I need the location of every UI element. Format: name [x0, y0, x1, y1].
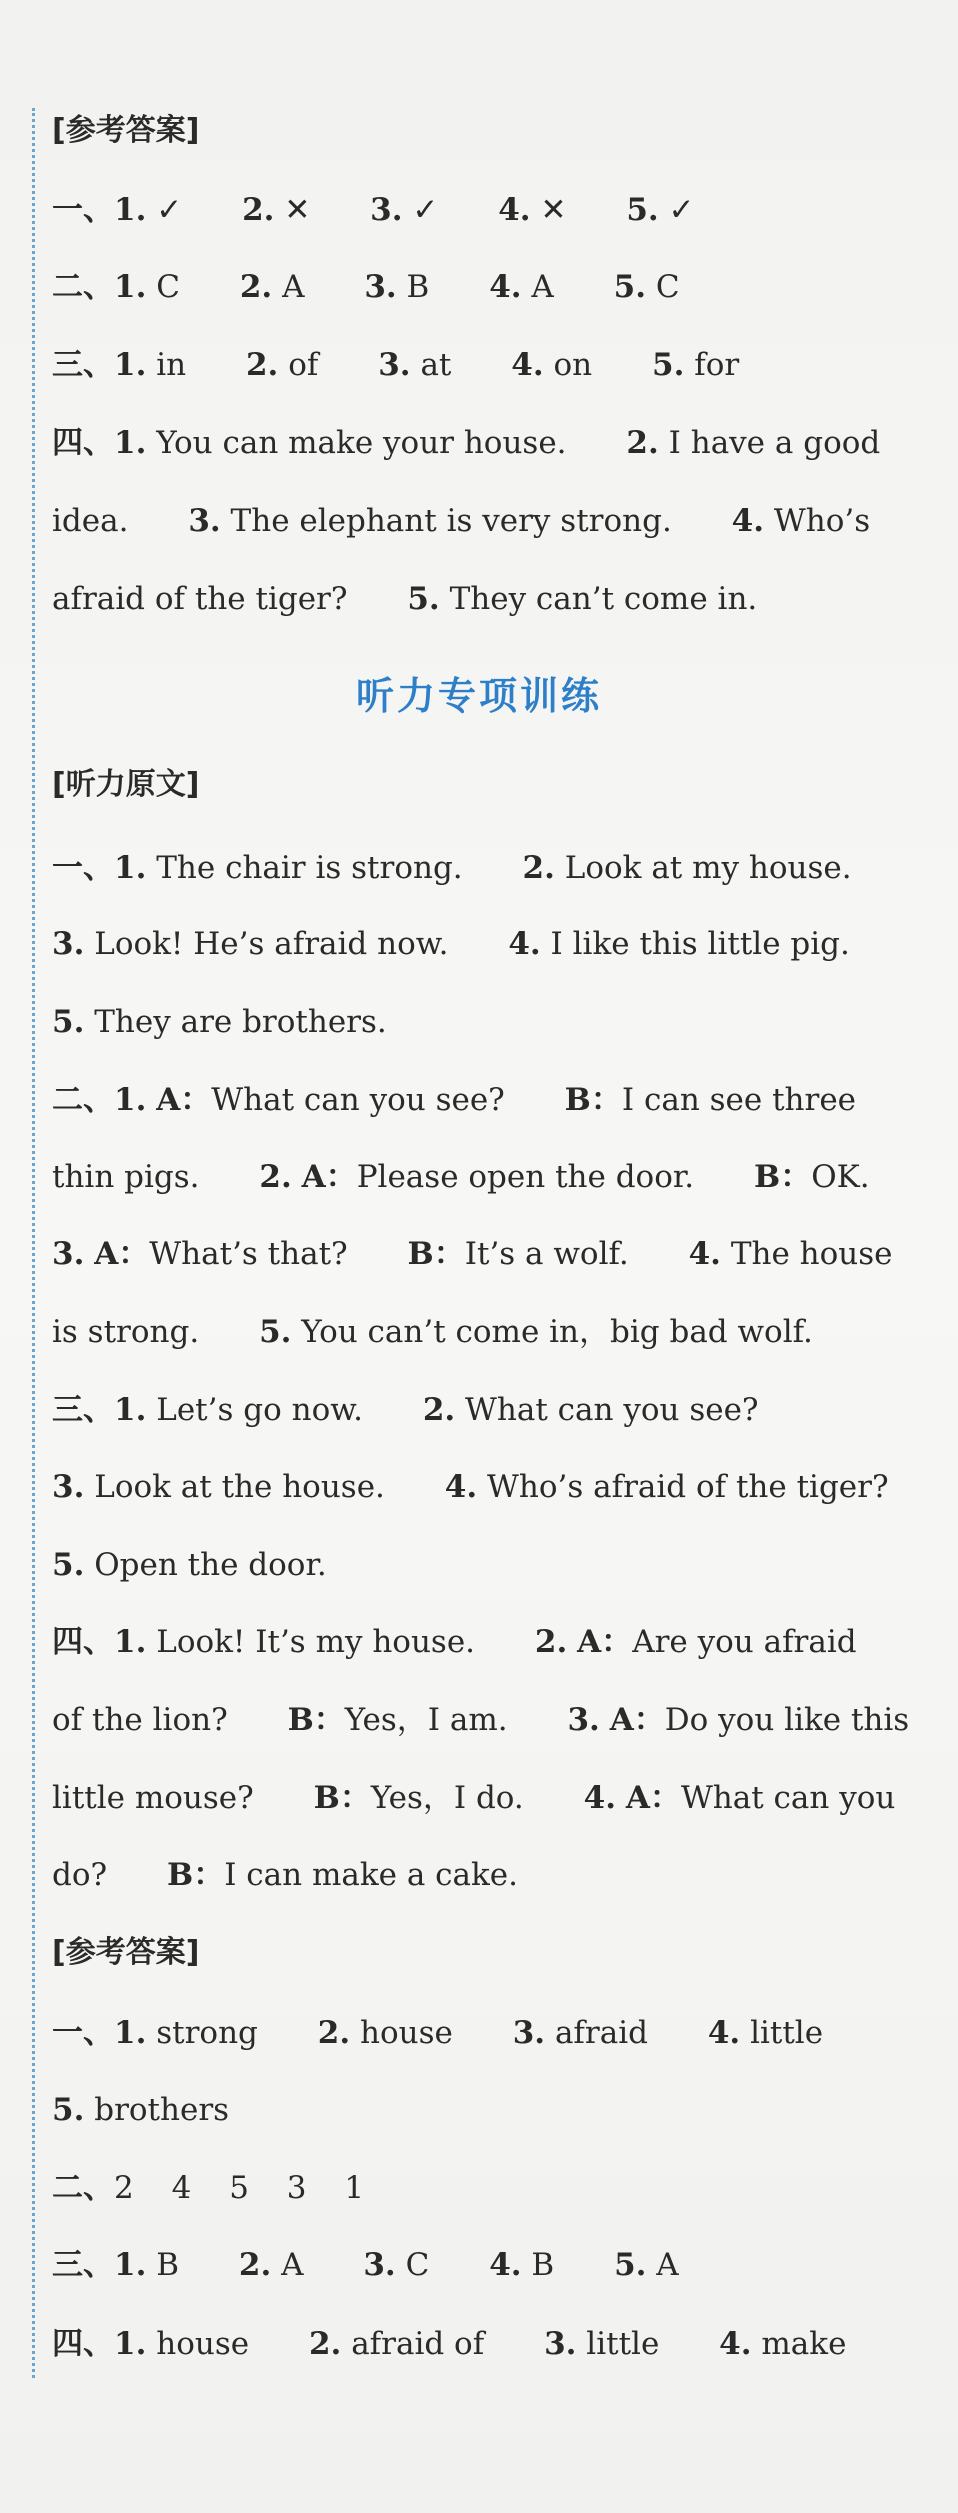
answers2-s4: 四、1. house 2. afraid of 3. little 4. make — [52, 2326, 847, 2362]
answers1-q4-line1: 四、1. You can make your house. 2. I have a good — [52, 425, 881, 461]
transcript-s3-line3: 5. Open the door. — [52, 1547, 327, 1583]
transcript-s4-line2: of the lion? B：Yes，I am. 3. A：Do you like this — [52, 1702, 910, 1738]
transcript-s3-line2: 3. Look at the house. 4. Who’s afraid of the tiger? — [52, 1469, 889, 1505]
transcript-s2-line2: thin pigs. 2. A：Please open the door. B：OK. — [52, 1159, 870, 1195]
answers1-q4-line2: idea. 3. The elephant is very strong. 4. Who’s — [52, 503, 871, 539]
answers2-s1-line1: 一、1. strong 2. house 3. afraid 4. little — [52, 2015, 824, 2051]
answers1-q4-line3: afraid of the tiger? 5. They can’t come in. — [52, 581, 758, 617]
margin-dotted-rule — [32, 108, 35, 2378]
transcript-s2-line3: 3. A：What’s that? B：It’s a wolf. 4. The house — [52, 1236, 893, 1272]
section-title: 听力专项训练 — [355, 674, 602, 718]
answers-heading-1: [参考答案] — [52, 113, 200, 148]
transcript-s2-line4: is strong. 5. You can’t come in，big bad wolf. — [52, 1314, 813, 1350]
transcript-s4-line3: little mouse? B：Yes，I do. 4. A：What can you — [52, 1780, 896, 1816]
transcript-s4-line1: 四、1. Look! It’s my house. 2. A：Are you afraid — [52, 1624, 857, 1660]
answers1-q1: 一、1. ✓ 2. ✕ 3. ✓ 4. ✕ 5. ✓ — [52, 192, 695, 228]
transcript-s3-line1: 三、1. Let’s go now. 2. What can you see? — [52, 1392, 759, 1428]
answers1-q2: 二、1. C 2. A 3. B 4. A 5. C — [52, 269, 680, 305]
answers-heading-2: [参考答案] — [52, 1935, 200, 1970]
answers2-s3: 三、1. B 2. A 3. C 4. B 5. A — [52, 2247, 679, 2283]
transcript-s1-line2: 3. Look! He’s afraid now. 4. I like this little pig. — [52, 926, 850, 962]
answers2-s1-line2: 5. brothers — [52, 2092, 230, 2128]
answers1-q3: 三、1. in 2. of 3. at 4. on 5. for — [52, 347, 740, 383]
answers2-s2: 二、2 4 5 3 1 — [52, 2170, 365, 2206]
transcript-s4-line4: do? B：I can make a cake. — [52, 1857, 518, 1893]
transcript-s2-line1: 二、1. A：What can you see? B：I can see three — [52, 1082, 857, 1118]
transcript-s1-line1: 一、1. The chair is strong. 2. Look at my house. — [52, 850, 852, 886]
transcript-s1-line3: 5. They are brothers. — [52, 1004, 387, 1040]
transcript-heading: [听力原文] — [52, 767, 200, 802]
